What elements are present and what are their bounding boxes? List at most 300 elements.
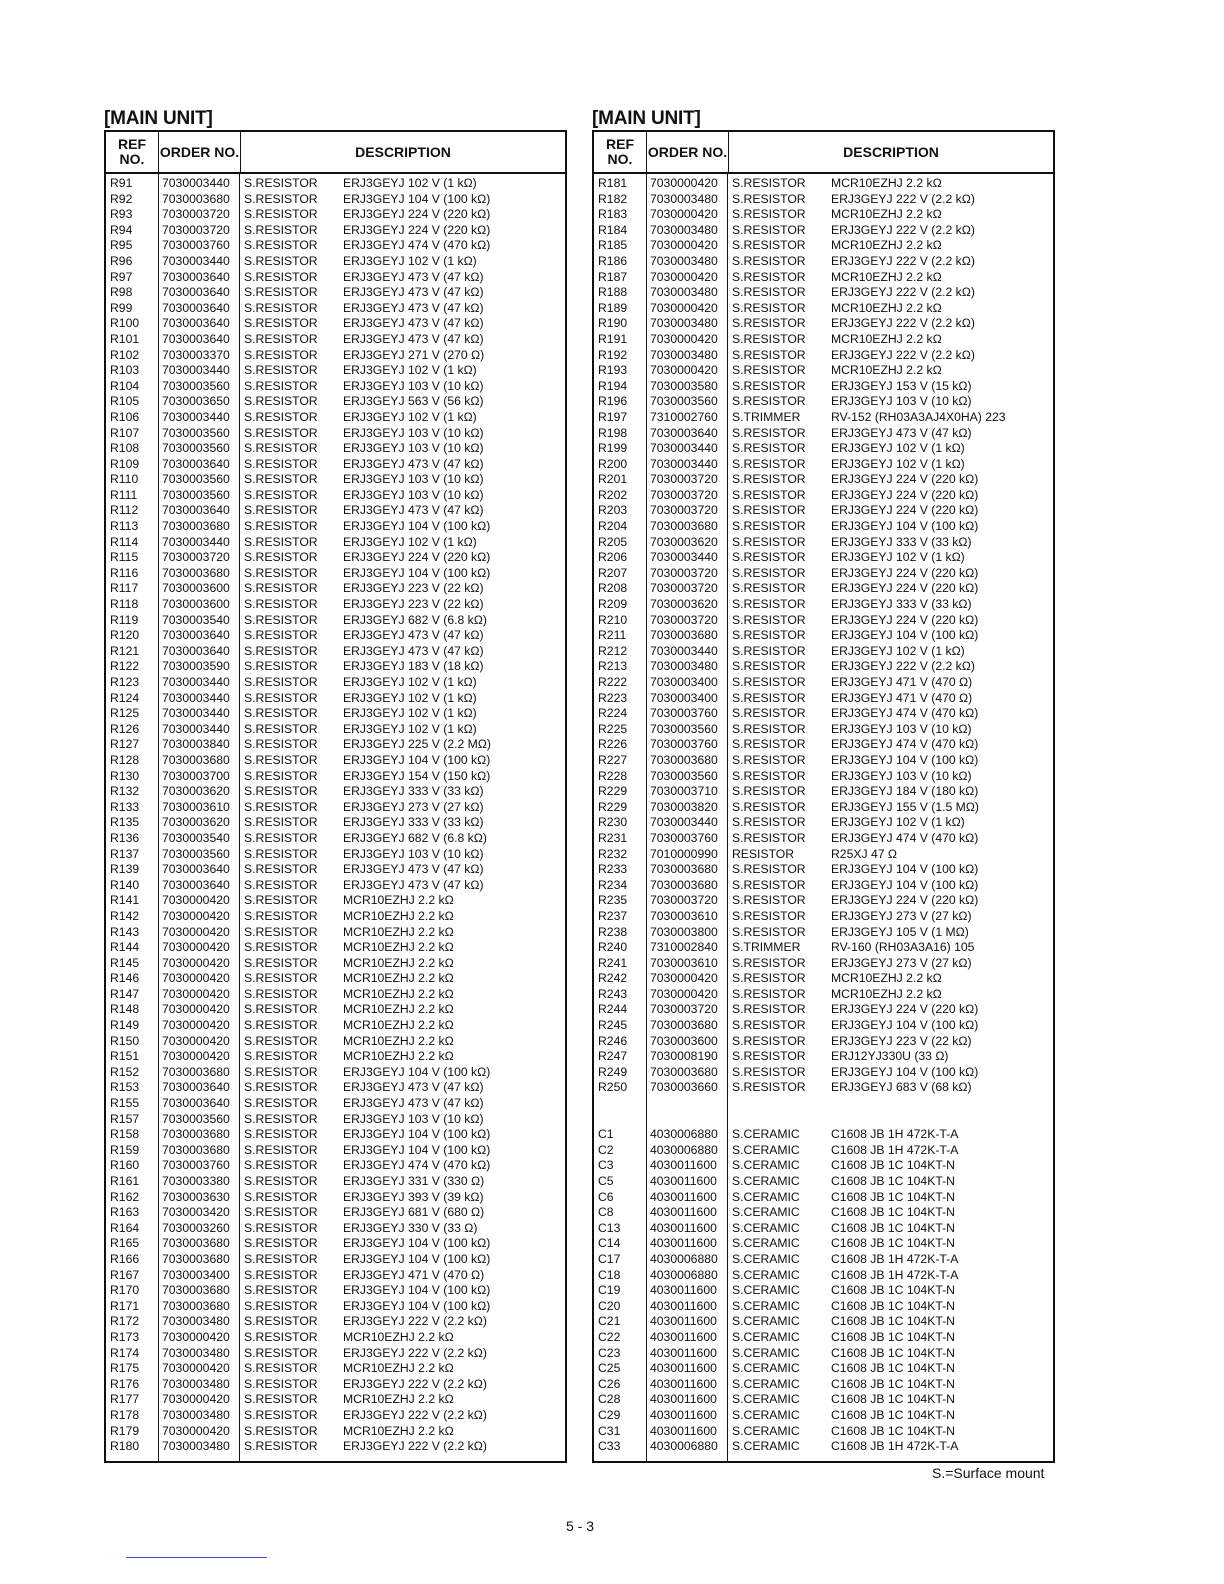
part-value-cell: ERJ3GEYJ 222 V (2.2 kΩ) [831,222,975,237]
table-row [594,737,1053,753]
part-value-cell: ERJ3GEYJ 104 V (100 kΩ) [343,1127,491,1142]
table-row [106,862,565,878]
table-row [106,1268,565,1284]
page-number: 5 - 3 [565,1518,594,1534]
part-value-cell: ERJ3GEYJ 102 V (1 kΩ) [831,815,965,830]
table-row [594,379,1053,395]
part-type-cell: S.RESISTOR [732,924,806,939]
table-row [106,1252,565,1268]
ref-no-cell: R99 [110,300,133,315]
part-value-cell: MCR10EZHJ 2.2 kΩ [343,1392,454,1407]
part-value-cell: C1608 JB 1C 104KT-N [831,1220,955,1235]
ref-no-cell: R166 [110,1251,140,1266]
part-type-cell: S.CERAMIC [732,1205,800,1220]
part-value-cell: C1608 JB 1H 472K-T-A [831,1142,959,1157]
table-row [106,847,565,863]
ref-no-cell: R191 [598,331,628,346]
order-no-cell: 4030006880 [650,1142,718,1157]
order-no-cell: 7030000420 [162,924,230,939]
part-value-cell: ERJ3GEYJ 105 V (1 MΩ) [831,924,969,939]
ref-no-cell: R193 [598,363,628,378]
ref-no-cell: R206 [598,550,628,565]
order-no-cell: 7030003370 [162,347,230,362]
ref-no-cell: R209 [598,597,628,612]
table-header [106,132,565,174]
part-type-cell: S.RESISTOR [244,534,318,549]
part-value-cell: C1608 JB 1C 104KT-N [831,1345,955,1360]
part-type-cell: S.RESISTOR [244,1033,318,1048]
part-value-cell: ERJ3GEYJ 223 V (22 kΩ) [831,1033,972,1048]
part-type-cell: S.RESISTOR [244,940,318,955]
table-row [106,613,565,629]
table-row [106,1112,565,1128]
table-spacer [594,1096,1053,1127]
part-value-cell: MCR10EZHJ 2.2 kΩ [831,300,942,315]
part-type-cell: S.RESISTOR [732,378,806,393]
part-value-cell: ERJ3GEYJ 222 V (2.2 kΩ) [343,1314,487,1329]
ref-no-cell: R192 [598,347,628,362]
table-row [594,348,1053,364]
order-no-cell: 7030003800 [650,924,718,939]
table-row [594,722,1053,738]
part-type-cell: S.RESISTOR [244,394,318,409]
part-value-cell: C1608 JB 1C 104KT-N [831,1158,955,1173]
part-value-cell: ERJ3GEYJ 222 V (2.2 kΩ) [343,1345,487,1360]
table-row [594,893,1053,909]
part-type-cell: S.RESISTOR [244,908,318,923]
table-row [594,815,1053,831]
ref-no-cell: R226 [598,737,628,752]
part-value-cell: ERJ3GEYJ 104 V (100 kΩ) [343,1142,491,1157]
ref-no-cell: R107 [110,425,140,440]
part-type-cell: S.TRIMMER [732,409,801,424]
table-row [594,176,1053,192]
table-row [594,847,1053,863]
table-row [106,426,565,442]
order-no-cell: 4030011600 [650,1423,717,1438]
part-value-cell: ERJ3GEYJ 224 V (220 kΩ) [831,1002,979,1017]
order-no-cell: 4030011600 [650,1283,717,1298]
table-row [594,909,1053,925]
order-no-cell: 7030003680 [162,519,230,534]
table-row [594,223,1053,239]
table-row [594,613,1053,629]
table-row [106,1190,565,1206]
order-no-cell: 7030003600 [162,597,230,612]
part-value-cell: MCR10EZHJ 2.2 kΩ [831,269,942,284]
order-no-cell: 7030003440 [162,363,230,378]
part-value-cell: ERJ3GEYJ 222 V (2.2 kΩ) [831,253,975,268]
order-no-cell: 7030003580 [650,378,718,393]
ref-no-cell: R228 [598,768,628,783]
table-row [594,1127,1053,1143]
order-no-cell: 7030003480 [162,1314,230,1329]
part-value-cell: ERJ3GEYJ 333 V (33 kΩ) [343,815,484,830]
order-no-cell: 7030003480 [650,191,718,206]
part-type-cell: S.RESISTOR [244,300,318,315]
part-value-cell: ERJ3GEYJ 224 V (220 kΩ) [831,472,979,487]
part-value-cell: ERJ3GEYJ 102 V (1 kΩ) [343,721,477,736]
order-no-cell: 7030003680 [162,1283,230,1298]
part-type-cell: S.RESISTOR [244,1080,318,1095]
order-no-cell: 7030003640 [162,877,230,892]
part-value-cell: C1608 JB 1C 104KT-N [831,1329,955,1344]
part-type-cell: S.RESISTOR [244,1174,318,1188]
table-row [106,1221,565,1237]
table-row [106,940,565,956]
order-no-cell: 7030003440 [650,550,718,565]
parts-section-left [104,108,567,1463]
table-row [594,1361,1053,1377]
ref-no-cell: R204 [598,519,628,534]
table-row [594,878,1053,894]
table-row [594,441,1053,457]
order-no-cell: 7030003720 [162,207,230,222]
ref-no-cell: R246 [598,1033,628,1048]
ref-no-cell: R179 [110,1423,140,1438]
order-no-cell: 7030003480 [650,253,718,268]
part-value-cell: ERJ3GEYJ 474 V (470 kΩ) [831,830,979,845]
part-value-cell: MCR10EZHJ 2.2 kΩ [831,238,942,253]
part-type-cell: S.RESISTOR [732,456,806,471]
ref-no-cell: C17 [598,1251,621,1266]
order-no-cell: 7030003680 [650,1064,718,1079]
table-row [106,784,565,800]
table-row [594,254,1053,270]
order-no-cell: 7030003380 [162,1174,230,1188]
part-type-cell: S.RESISTOR [244,238,318,253]
part-value-cell: ERJ3GEYJ 222 V (2.2 kΩ) [831,316,975,331]
part-value-cell: ERJ3GEYJ 473 V (47 kΩ) [343,877,484,892]
part-value-cell: MCR10EZHJ 2.2 kΩ [831,207,942,222]
table-row [594,1314,1053,1330]
parts-section-right [592,108,1055,1463]
part-value-cell: ERJ3GEYJ 102 V (1 kΩ) [343,675,477,689]
table-row [106,1205,565,1221]
part-value-cell: RV-160 (RH03A3A16) 105 [831,940,975,955]
table-row [594,1049,1053,1065]
ref-no-cell: R190 [598,316,628,331]
table-row [594,1018,1053,1034]
table-row [594,503,1053,519]
part-type-cell: S.RESISTOR [244,1049,318,1064]
part-value-cell: ERJ3GEYJ 104 V (100 kΩ) [343,1064,491,1079]
part-type-cell: S.RESISTOR [244,1002,318,1017]
part-type-cell: S.RESISTOR [244,1236,318,1251]
part-type-cell: S.RESISTOR [244,487,318,502]
part-value-cell: ERJ3GEYJ 223 V (22 kΩ) [343,581,484,596]
table-row [106,1283,565,1299]
part-type-cell: S.RESISTOR [732,799,806,814]
order-no-cell: 7030003480 [650,347,718,362]
divider [126,1557,267,1558]
table-row [594,519,1053,535]
order-no-cell: 7030003440 [162,409,230,424]
table-row [594,1034,1053,1050]
table-row [106,254,565,270]
order-no-cell: 7030003560 [650,768,718,783]
part-value-cell: ERJ3GEYJ 104 V (100 kΩ) [831,862,979,877]
order-no-cell: 7030003640 [162,1096,230,1111]
part-type-cell: S.RESISTOR [732,1002,806,1017]
order-no-cell: 7030003400 [650,690,718,705]
table-row [594,706,1053,722]
ref-no-cell: C33 [598,1439,621,1454]
table-row [106,285,565,301]
ref-no-cell: C1 [598,1127,614,1142]
table-row [594,784,1053,800]
ref-no-cell: R182 [598,191,628,206]
table-row [106,472,565,488]
part-value-cell: ERJ3GEYJ 103 V (10 kΩ) [343,472,484,487]
table-row [594,956,1053,972]
part-type-cell: S.RESISTOR [244,986,318,1001]
part-type-cell: S.RESISTOR [732,862,806,877]
part-value-cell: ERJ3GEYJ 153 V (15 kΩ) [831,378,972,393]
part-value-cell: ERJ3GEYJ 273 V (27 kΩ) [831,955,972,970]
order-no-cell: 7030003440 [162,690,230,705]
ref-no-cell: R208 [598,581,628,596]
part-value-cell: MCR10EZHJ 2.2 kΩ [831,331,942,346]
ref-no-cell: R189 [598,300,628,315]
table-row [106,987,565,1003]
order-no-cell: 7030003640 [162,300,230,315]
table-row [594,1002,1053,1018]
part-value-cell: ERJ3GEYJ 473 V (47 kΩ) [343,285,484,300]
part-type-cell: S.RESISTOR [244,1283,318,1298]
order-no-cell: 7030003540 [162,830,230,845]
table-row [106,815,565,831]
part-type-cell: S.RESISTOR [732,1049,806,1064]
order-no-cell: 7030003480 [650,222,718,237]
ref-no-cell: R203 [598,503,628,518]
part-value-cell: MCR10EZHJ 2.2 kΩ [343,1361,454,1376]
part-value-cell: ERJ3GEYJ 333 V (33 kΩ) [831,597,972,612]
table-row [106,223,565,239]
table-body [594,174,1053,1461]
part-type-cell: S.RESISTOR [244,550,318,565]
order-no-cell: 4030011600 [650,1158,717,1173]
part-type-cell: S.RESISTOR [244,222,318,237]
part-type-cell: S.RESISTOR [244,675,318,689]
part-value-cell: ERJ3GEYJ 104 V (100 kΩ) [831,628,979,643]
table-row [106,1392,565,1408]
ref-no-cell: C29 [598,1407,621,1422]
part-type-cell: S.RESISTOR [732,675,806,689]
ref-no-cell: R100 [110,316,140,331]
part-value-cell: C1608 JB 1H 472K-T-A [831,1439,959,1454]
part-type-cell: S.CERAMIC [732,1392,800,1407]
part-value-cell: C1608 JB 1C 104KT-N [831,1407,955,1422]
part-value-cell: C1608 JB 1C 104KT-N [831,1174,955,1188]
ref-no-cell: R225 [598,721,628,736]
ref-no-cell: R104 [110,378,140,393]
table-row [106,394,565,410]
ref-no-cell: R94 [110,222,133,237]
part-type-cell: S.RESISTOR [244,472,318,487]
part-value-cell: ERJ3GEYJ 471 V (470 Ω) [343,1267,485,1282]
part-type-cell: S.RESISTOR [244,409,318,424]
order-no-cell: 7030000420 [162,908,230,923]
order-no-cell: 7030003480 [162,1345,230,1360]
table-row [594,1330,1053,1346]
order-no-cell: 7030003680 [162,1142,230,1157]
part-type-cell: S.RESISTOR [244,784,318,799]
part-type-cell: S.RESISTOR [244,253,318,268]
order-no-cell: 7030003840 [162,737,230,752]
part-value-cell: MCR10EZHJ 2.2 kΩ [343,893,454,908]
order-no-cell: 7030003600 [650,1033,718,1048]
part-value-cell: ERJ3GEYJ 222 V (2.2 kΩ) [831,191,975,206]
ref-no-cell: C20 [598,1298,621,1313]
order-no-cell: 7030003440 [162,534,230,549]
part-type-cell: S.RESISTOR [732,1018,806,1033]
order-no-cell: 7030003680 [650,628,718,643]
ref-no-cell: R240 [598,940,628,955]
part-type-cell: S.CERAMIC [732,1329,800,1344]
part-value-cell: ERJ3GEYJ 330 V (33 Ω) [343,1220,478,1235]
part-type-cell: S.RESISTOR [732,893,806,908]
part-type-cell: S.RESISTOR [732,565,806,580]
part-type-cell: S.RESISTOR [244,1251,318,1266]
part-value-cell: ERJ3GEYJ 224 V (220 kΩ) [831,487,979,502]
part-type-cell: S.RESISTOR [244,1345,318,1360]
part-value-cell: ERJ3GEYJ 103 V (10 kΩ) [343,378,484,393]
table-row [106,1034,565,1050]
part-type-cell: S.RESISTOR [732,971,806,986]
order-no-cell: 7030003720 [650,503,718,518]
table-row [594,1065,1053,1081]
part-value-cell: ERJ3GEYJ 473 V (47 kΩ) [343,643,484,658]
part-value-cell: ERJ3GEYJ 224 V (220 kΩ) [831,565,979,580]
ref-no-cell: R183 [598,207,628,222]
order-no-cell: 7030003560 [650,394,718,409]
part-type-cell: S.RESISTOR [732,659,806,674]
part-type-cell: S.RESISTOR [732,815,806,830]
part-value-cell: ERJ3GEYJ 222 V (2.2 kΩ) [343,1407,487,1422]
ref-no-cell: R102 [110,347,140,362]
order-no-cell: 7030000420 [162,1018,230,1033]
ref-no-cell: R151 [110,1049,140,1064]
table-row [106,1143,565,1159]
order-no-cell: 7030000420 [162,940,230,955]
table-row [106,270,565,286]
table-row [106,441,565,457]
order-no-cell: 7030003680 [162,1298,230,1313]
order-no-cell: 4030011600 [650,1361,717,1376]
ref-no-cell: R130 [110,768,140,783]
ref-no-cell: R116 [110,565,139,580]
order-no-cell: 7030000420 [162,1361,230,1376]
part-value-cell: ERJ3GEYJ 473 V (47 kΩ) [343,628,484,643]
table-row [106,893,565,909]
order-no-cell: 7030003400 [162,1267,230,1282]
part-value-cell: C1608 JB 1C 104KT-N [831,1283,955,1298]
part-value-cell: ERJ3GEYJ 222 V (2.2 kΩ) [831,347,975,362]
order-no-cell: 7030000420 [162,1033,230,1048]
part-type-cell: S.CERAMIC [732,1158,800,1173]
part-value-cell: ERJ3GEYJ 103 V (10 kΩ) [343,1111,484,1126]
order-no-cell: 7030003820 [650,799,718,814]
ref-no-cell: R140 [110,877,140,892]
ref-no-cell: R149 [110,1018,140,1033]
ref-no-cell: R92 [110,191,133,206]
part-value-cell: ERJ3GEYJ 473 V (47 kΩ) [343,300,484,315]
order-no-cell: 7030003480 [650,659,718,674]
table-row [594,1299,1053,1315]
ref-no-cell: C19 [598,1283,621,1298]
ref-no-header: REF NO. [594,132,647,172]
order-no-cell: 7030003480 [650,316,718,331]
order-no-cell: 4030006880 [650,1439,718,1454]
part-type-cell: S.RESISTOR [732,877,806,892]
table-row [594,1143,1053,1159]
part-value-cell: ERJ3GEYJ 102 V (1 kΩ) [831,643,965,658]
order-no-cell: 7030003640 [162,456,230,471]
ref-no-cell: R121 [110,643,140,658]
part-value-cell: MCR10EZHJ 2.2 kΩ [343,1423,454,1438]
part-type-cell: S.RESISTOR [732,534,806,549]
part-type-cell: S.RESISTOR [732,176,806,190]
ref-no-cell: R233 [598,862,628,877]
table-row [594,363,1053,379]
ref-no-cell: R162 [110,1189,140,1204]
part-value-cell: ERJ3GEYJ 225 V (2.2 MΩ) [343,737,491,752]
part-value-cell: ERJ3GEYJ 681 V (680 Ω) [343,1205,485,1220]
part-value-cell: ERJ3GEYJ 471 V (470 Ω) [831,690,973,705]
ref-no-cell: R119 [110,612,139,627]
order-no-cell: 7030000420 [162,1049,230,1064]
order-no-header: ORDER NO. [159,132,241,172]
table-row [106,831,565,847]
table-row [106,363,565,379]
part-value-cell: ERJ3GEYJ 473 V (47 kΩ) [343,456,484,471]
ref-no-cell: R200 [598,456,628,471]
table-row [594,207,1053,223]
ref-no-cell: R180 [110,1439,140,1454]
part-value-cell: ERJ3GEYJ 102 V (1 kΩ) [343,706,477,721]
table-row [594,285,1053,301]
part-type-cell: S.RESISTOR [244,425,318,440]
table-row [594,1392,1053,1408]
part-type-cell: S.CERAMIC [732,1298,800,1313]
part-type-cell: S.RESISTOR [732,487,806,502]
order-no-cell: 7030003420 [162,1205,230,1220]
ref-no-cell: R210 [598,612,628,627]
part-type-cell: S.RESISTOR [732,207,806,222]
order-no-cell: 4030006880 [650,1251,718,1266]
order-no-cell: 7030003440 [162,253,230,268]
table-row [106,659,565,675]
ref-no-cell: R212 [598,643,628,658]
part-type-cell: S.RESISTOR [732,347,806,362]
ref-no-cell: R93 [110,207,133,222]
part-type-cell: S.RESISTOR [244,1329,318,1344]
order-no-cell: 7030000420 [650,971,718,986]
part-type-cell: S.RESISTOR [244,1158,318,1173]
part-type-cell: S.RESISTOR [732,238,806,253]
order-no-cell: 7030003640 [162,269,230,284]
part-type-cell: S.RESISTOR [244,628,318,643]
ref-no-cell: C23 [598,1345,621,1360]
table-row [594,659,1053,675]
table-row [106,316,565,332]
ref-no-cell: R96 [110,253,133,268]
table-row [594,535,1053,551]
part-type-cell: S.RESISTOR [244,456,318,471]
part-type-cell: S.RESISTOR [244,893,318,908]
ref-no-cell: R108 [110,441,140,456]
